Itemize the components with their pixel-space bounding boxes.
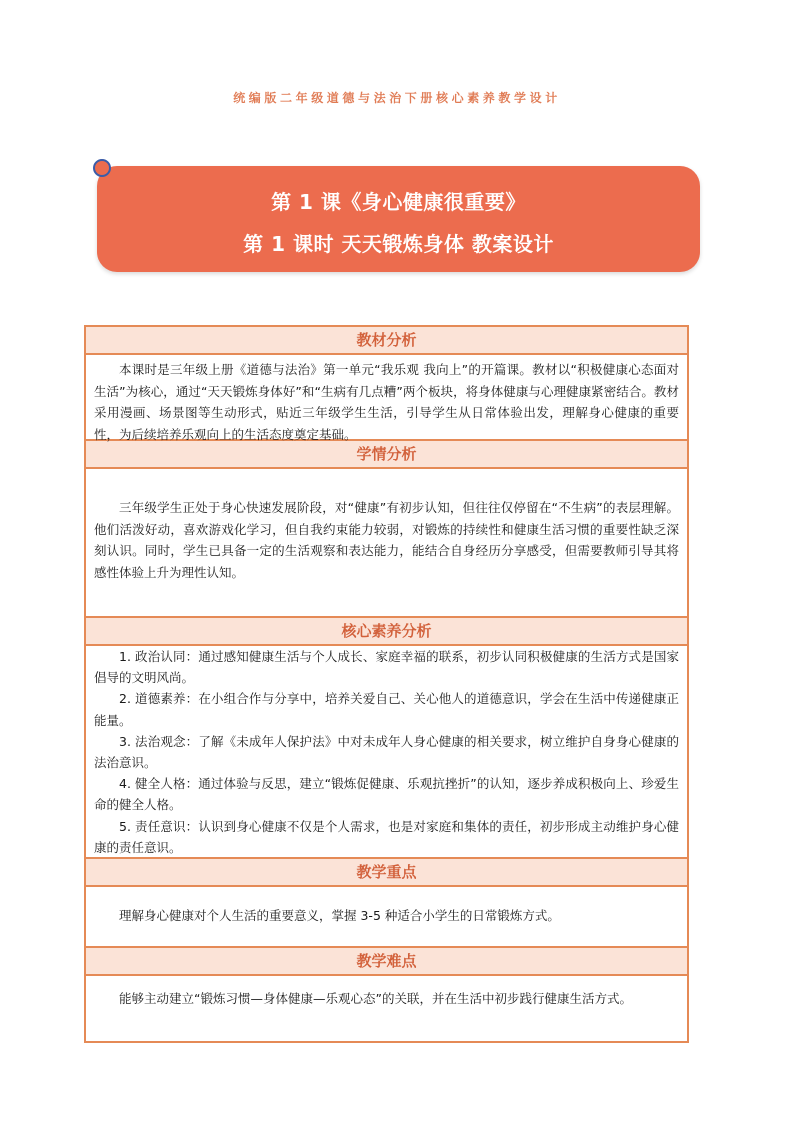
- paragraph: 理解身心健康对个人生活的重要意义，掌握 3-5 种适合小学生的日常锻炼方式。: [119, 908, 560, 923]
- lesson-title-banner: [97, 166, 700, 272]
- list-item: 3. 法治观念：了解《未成年人保护法》中对未成年人身心健康的相关要求，树立维护自身身心健康的法治意识。: [94, 733, 679, 771]
- list-item: 4. 健全人格：通过体验与反思，建立“锻炼促健康、乐观抗挫折”的认知，逐步养成积极向上、珍爱生命的健全人格。: [94, 776, 679, 813]
- banner-bullet-dot: [93, 159, 111, 177]
- list-item: 5. 责任意识：认识到身心健康不仅是个人需求，也是对家庭和集体的责任，初步形成主动维护身心健康的责任意识。: [94, 818, 679, 855]
- lesson-plan-table: [84, 325, 689, 1043]
- section-heading-student-analysis: 学情分析: [86, 441, 687, 469]
- section-body-core-literacy: [86, 646, 687, 859]
- section-body-difficulties: [86, 976, 687, 1041]
- section-heading-key-points: 教学重点: [86, 859, 687, 887]
- section-body-key-points: [86, 887, 687, 948]
- section-body-student-analysis: [86, 469, 687, 618]
- lesson-subtitle: 第 1 课时 天天锻炼身体 教案设计: [243, 232, 554, 256]
- paragraph: 三年级学生正处于身心快速发展阶段，对“健康”有初步认知，但往往仅停留在“不生病”的表层理解。他们活泼好动，喜欢游戏化学习，但自我约束能力较弱，对锻炼的持续性和健康生活习惯的重要性缺乏深刻认识。同时，学生已具备一定的生活观察和表达能力，能结合自身经历分享感受，但需要教师引导其将感性体验上升为理性认知。: [94, 500, 679, 580]
- lesson-title: 第 1 课《身心健康很重要》: [271, 190, 526, 214]
- paragraph: 本课时是三年级上册《道德与法治》第一单元“我乐观 我向上”的开篇课。教材以“积极健康心态面对生活”为核心，通过“天天锻炼身体好”和“生病有几点糟”两个板块，将身体健康与心理健康紧密结合。教材采用漫画、场景图等生动形式，贴近三年级学生生活，引导学生从日常体验出发，理解身心健康的重要性，为后续培养乐观向上的生活态度奠定基础。: [94, 362, 679, 442]
- section-body-textbook-analysis: [86, 355, 687, 441]
- section-heading-difficulties: 教学难点: [86, 948, 687, 976]
- list-item: 1. 政治认同：通过感知健康生活与个人成长、家庭幸福的联系，初步认同积极健康的生活方式是国家倡导的文明风尚。: [94, 649, 679, 686]
- section-heading-core-literacy: 核心素养分析: [86, 618, 687, 646]
- series-header: 统编版二年级道德与法治下册核心素养教学设计: [233, 91, 561, 105]
- paragraph: 能够主动建立“锻炼习惯—身体健康—乐观心态”的关联，并在生活中初步践行健康生活方式。: [119, 991, 632, 1006]
- list-item: 2. 道德素养：在小组合作与分享中，培养关爱自己、关心他人的道德意识，学会在生活中传递健康正能量。: [94, 691, 679, 728]
- section-heading-textbook-analysis: 教材分析: [86, 327, 687, 355]
